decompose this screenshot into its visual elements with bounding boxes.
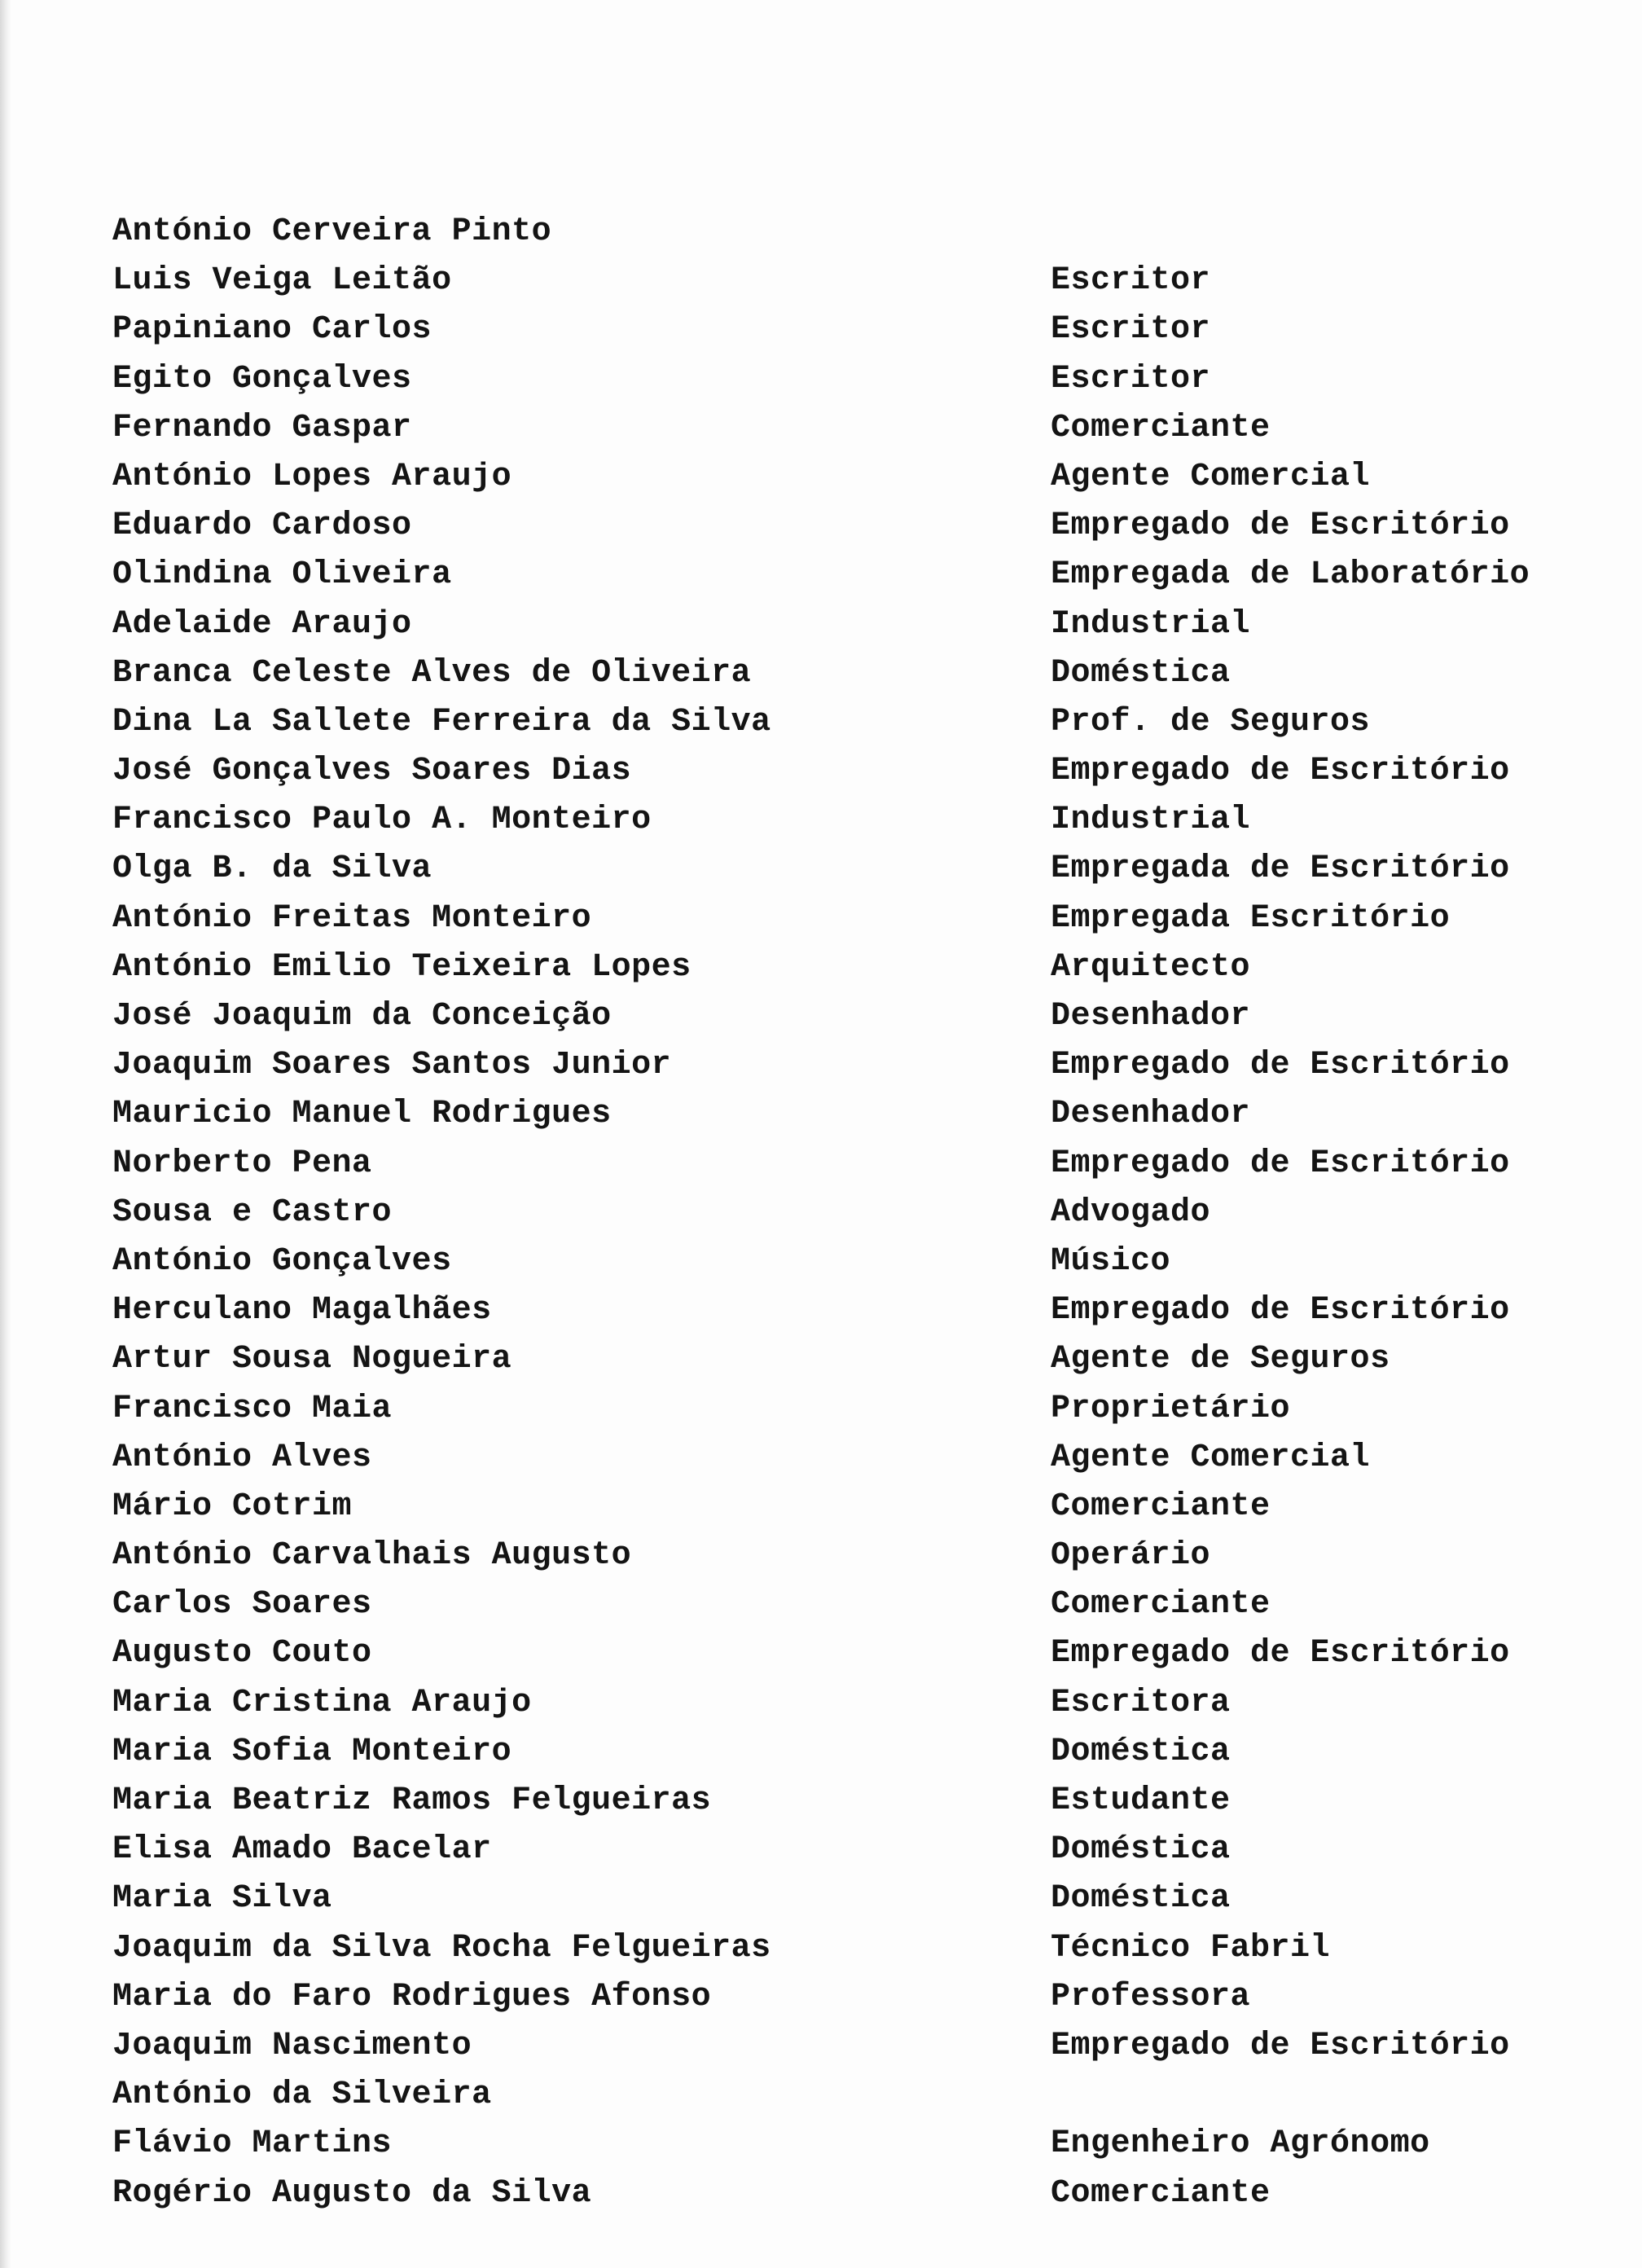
list-item — [112, 2028, 1546, 2077]
person-name: Papiniano Carlos — [112, 311, 432, 349]
list-item — [112, 361, 1546, 410]
list-item — [112, 459, 1546, 508]
person-occupation: Doméstica — [1051, 1733, 1231, 1770]
person-name: Dina La Sallete Ferreira da Silva — [112, 703, 771, 741]
person-name: Herculano Magalhães — [112, 1292, 492, 1330]
person-occupation: Agente de Seguros — [1051, 1341, 1390, 1378]
person-name: Maria Cristina Araujo — [112, 1684, 532, 1721]
person-occupation: Empregada de Escritório — [1051, 850, 1510, 888]
person-name: José Joaquim da Conceição — [112, 998, 612, 1035]
list-item — [112, 213, 1546, 262]
person-occupation: Engenheiro Agrónomo — [1051, 2125, 1430, 2163]
list-item — [112, 2077, 1546, 2125]
person-name: Maria Sofia Monteiro — [112, 1733, 512, 1770]
list-item — [112, 1096, 1546, 1145]
person-name: Francisco Maia — [112, 1390, 393, 1427]
person-name: Elisa Amado Bacelar — [112, 1831, 492, 1869]
person-name: António Emilio Teixeira Lopes — [112, 948, 691, 986]
person-name: Augusto Couto — [112, 1635, 372, 1672]
person-occupation: Proprietário — [1051, 1390, 1291, 1427]
list-item — [112, 998, 1546, 1047]
list-item — [112, 1831, 1546, 1880]
person-occupation: Escritor — [1051, 360, 1211, 398]
person-occupation: Agente Comercial — [1051, 1439, 1371, 1476]
person-name: António Freitas Monteiro — [112, 899, 592, 937]
person-name: Egito Gonçalves — [112, 360, 412, 398]
person-occupation: Doméstica — [1051, 1880, 1231, 1918]
person-occupation: Técnico Fabril — [1051, 1929, 1331, 1967]
person-name: Carlos Soares — [112, 1586, 372, 1624]
list-item — [112, 1341, 1546, 1390]
list-item — [112, 1979, 1546, 2028]
person-name: Olindina Oliveira — [112, 556, 452, 594]
person-occupation: Industrial — [1051, 802, 1251, 839]
person-name: Luis Veiga Leitão — [112, 262, 452, 300]
person-name: Maria do Faro Rodrigues Afonso — [112, 1978, 712, 2015]
person-occupation: Comerciante — [1051, 2174, 1271, 2212]
person-occupation: Empregado de Escritório — [1051, 1145, 1510, 1182]
person-occupation: Arquitecto — [1051, 948, 1251, 986]
list-item — [112, 949, 1546, 998]
list-item — [112, 802, 1546, 850]
person-name: Joaquim Nascimento — [112, 2027, 472, 2064]
person-name: Francisco Paulo A. Monteiro — [112, 802, 652, 839]
person-name: Joaquim da Silva Rocha Felgueiras — [112, 1929, 771, 1967]
person-name: Norberto Pena — [112, 1145, 372, 1182]
person-occupation: Empregado de Escritório — [1051, 753, 1510, 790]
list-item — [112, 1586, 1546, 1635]
person-name: Sousa e Castro — [112, 1193, 393, 1231]
list-item — [112, 606, 1546, 655]
person-occupation: Doméstica — [1051, 654, 1231, 692]
list-item — [112, 2125, 1546, 2174]
person-name: António da Silveira — [112, 2077, 492, 2114]
person-name: Rogério Augusto da Silva — [112, 2174, 592, 2212]
person-occupation: Advogado — [1051, 1193, 1211, 1231]
scan-edge — [0, 0, 11, 2268]
person-occupation: Empregada Escritório — [1051, 899, 1451, 937]
person-name: António Lopes Araujo — [112, 458, 512, 495]
list-item — [112, 1194, 1546, 1243]
person-occupation: Doméstica — [1051, 1831, 1231, 1869]
person-name: António Carvalhais Augusto — [112, 1537, 632, 1575]
person-name: Adelaide Araujo — [112, 605, 412, 643]
list-item — [112, 556, 1546, 605]
name-occupation-list — [112, 213, 1546, 2224]
person-occupation: Escritora — [1051, 1684, 1231, 1721]
list-item — [112, 1880, 1546, 1929]
person-occupation: Empregado de Escritório — [1051, 1047, 1510, 1084]
person-occupation: Empregado de Escritório — [1051, 1635, 1510, 1672]
person-occupation: Escritor — [1051, 262, 1211, 300]
person-occupation: Comerciante — [1051, 409, 1271, 446]
person-name: António Alves — [112, 1439, 372, 1476]
person-occupation: Professora — [1051, 1978, 1251, 2015]
person-name: Maria Beatriz Ramos Felgueiras — [112, 1782, 712, 1819]
person-occupation: Agente Comercial — [1051, 458, 1371, 495]
person-occupation: Empregada de Laboratório — [1051, 556, 1530, 594]
list-item — [112, 1734, 1546, 1782]
list-item — [112, 1488, 1546, 1537]
list-item — [112, 753, 1546, 802]
person-occupation: Estudante — [1051, 1782, 1231, 1819]
list-item — [112, 2175, 1546, 2224]
list-item — [112, 1782, 1546, 1831]
list-item — [112, 262, 1546, 311]
list-item — [112, 1635, 1546, 1684]
list-item — [112, 704, 1546, 753]
list-item — [112, 1391, 1546, 1439]
person-name: Fernando Gaspar — [112, 409, 412, 446]
person-name: José Gonçalves Soares Dias — [112, 753, 632, 790]
list-item — [112, 1537, 1546, 1586]
person-name: Branca Celeste Alves de Oliveira — [112, 654, 752, 692]
person-occupation: Prof. de Seguros — [1051, 703, 1371, 741]
person-occupation: Comerciante — [1051, 1586, 1271, 1624]
person-occupation: Desenhador — [1051, 1096, 1251, 1133]
list-item — [112, 1439, 1546, 1488]
person-name: Mauricio Manuel Rodrigues — [112, 1096, 612, 1133]
person-occupation: Empregado de Escritório — [1051, 508, 1510, 545]
person-occupation: Comerciante — [1051, 1488, 1271, 1525]
list-item — [112, 1292, 1546, 1341]
list-item — [112, 1047, 1546, 1096]
person-name: António Gonçalves — [112, 1242, 452, 1280]
list-item — [112, 508, 1546, 556]
list-item — [112, 410, 1546, 459]
list-item — [112, 1243, 1546, 1292]
list-item — [112, 1930, 1546, 1979]
list-item — [112, 1685, 1546, 1734]
list-item — [112, 850, 1546, 899]
person-name: Olga B. da Silva — [112, 850, 432, 888]
person-name: António Cerveira Pinto — [112, 213, 552, 250]
list-item — [112, 655, 1546, 704]
person-occupation: Desenhador — [1051, 998, 1251, 1035]
person-occupation: Industrial — [1051, 605, 1251, 643]
person-occupation: Escritor — [1051, 311, 1211, 349]
person-name: Artur Sousa Nogueira — [112, 1341, 512, 1378]
person-occupation: Operário — [1051, 1537, 1211, 1575]
person-occupation: Empregado de Escritório — [1051, 2027, 1510, 2064]
person-occupation: Músico — [1051, 1242, 1171, 1280]
list-item — [112, 311, 1546, 360]
list-item — [112, 1145, 1546, 1194]
person-name: Flávio Martins — [112, 2125, 393, 2163]
person-name: Maria Silva — [112, 1880, 332, 1918]
list-item — [112, 900, 1546, 949]
person-name: Joaquim Soares Santos Junior — [112, 1047, 672, 1084]
person-name: Eduardo Cardoso — [112, 508, 412, 545]
person-name: Mário Cotrim — [112, 1488, 353, 1525]
person-occupation: Empregado de Escritório — [1051, 1292, 1510, 1330]
